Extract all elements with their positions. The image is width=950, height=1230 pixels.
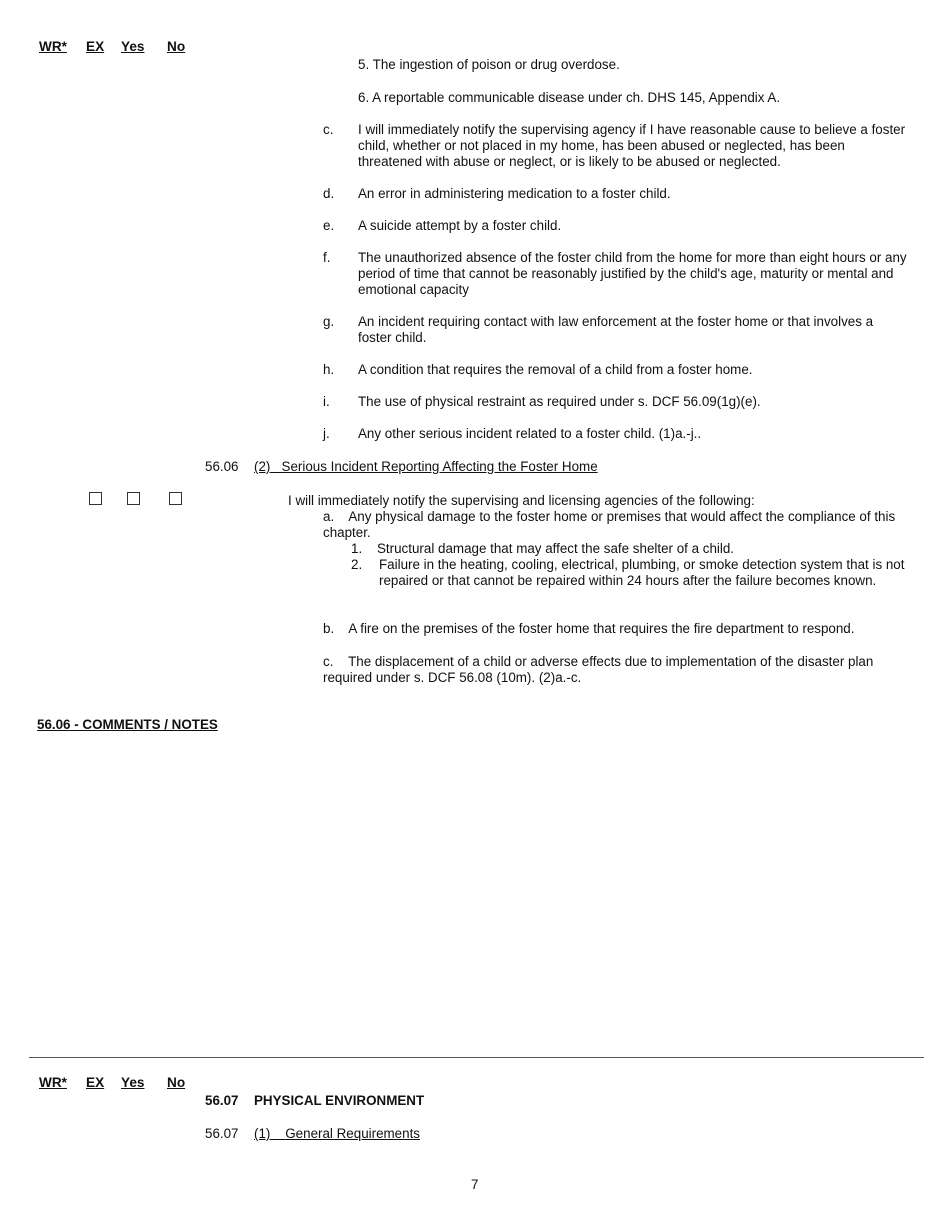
checkbox-ex[interactable] — [89, 492, 102, 505]
section-number: 56.06 — [205, 459, 239, 474]
list-text: I will immediately notify the supervising agency if I have reasonable cause to believe a foster child, whether or not placed in my home, has been abused or neglected, has been threatened with abuse or neglect, or is likely to be abused or neglected. — [358, 122, 906, 169]
list-letter: j. — [323, 426, 330, 441]
list-letter: h. — [323, 362, 335, 377]
subsection-title: Serious Incident Reporting Affecting the Foster Home — [281, 459, 598, 474]
subsection-56-07-number: 56.07 — [205, 1126, 239, 1141]
column-header-ex: EX — [86, 39, 105, 54]
list-letter: f. — [323, 250, 331, 265]
list-text: A suicide attempt by a foster child. — [358, 218, 562, 233]
list-letter: e. — [323, 218, 335, 233]
list-text: An incident requiring contact with law enforcement at the foster home or that involves a foster child. — [358, 314, 874, 345]
subsection-56-07-title — [254, 1126, 420, 1142]
checkbox-yes[interactable] — [127, 492, 140, 505]
list-letter: c. — [323, 654, 334, 669]
subsection-title: General Requirements — [285, 1126, 420, 1141]
list-item-a — [323, 509, 908, 541]
list-text: A condition that requires the removal of a child from a foster home. — [358, 362, 753, 377]
sub-text-content: Failure in the heating, cooling, electrical, plumbing, or smoke detection system that is not repaired or that cannot be repaired within 24 hours after the failure becomes known. — [379, 557, 905, 588]
list-text: Any physical damage to the foster home or premises that would affect the compliance of this chapter. — [323, 509, 896, 540]
section-divider — [29, 1057, 924, 1058]
list-letter: i. — [323, 394, 330, 409]
list-text: Any other serious incident related to a foster child. (1)a.-j.. — [358, 426, 702, 441]
column-header-no: No — [167, 39, 186, 54]
list-letter: d. — [323, 186, 335, 201]
sub-number: 2. — [351, 557, 363, 572]
column-header-no: No — [167, 1075, 186, 1090]
list-item-c2 — [323, 654, 908, 686]
column-header-wr: WR* — [39, 39, 67, 54]
item-6: 6. A reportable communicable disease under ch. DHS 145, Appendix A. — [358, 90, 781, 105]
list-text: An error in administering medication to a foster child. — [358, 186, 671, 201]
list-text: The displacement of a child or adverse effects due to implementation of the disaster plan required under s. DCF 56.08 (10m). (2)a.-c. — [323, 654, 874, 685]
subsection-code: (2) — [254, 459, 271, 474]
list-letter: a. — [323, 509, 335, 524]
sub-text — [377, 557, 908, 589]
subsection-code: (1) — [254, 1126, 271, 1141]
column-header-ex: EX — [86, 1075, 105, 1090]
column-header-yes: Yes — [121, 39, 145, 54]
comments-heading: 56.06 - COMMENTS / NOTES — [37, 717, 218, 732]
list-item-b — [323, 621, 854, 637]
list-letter: c. — [323, 122, 334, 137]
list-text: The unauthorized absence of the foster child from the home for more than eight hours or any period of time that cannot be reasonably justified by the child's age, maturity or mental and emotional capacity — [358, 250, 907, 297]
list-text: The use of physical restraint as required under s. DCF 56.09(1g)(e). — [358, 394, 761, 409]
checkbox-no[interactable] — [169, 492, 182, 505]
list-letter: b. — [323, 621, 335, 636]
section-56-07-number: 56.07 — [205, 1093, 239, 1108]
list-letter: g. — [323, 314, 335, 329]
item-5: 5. The ingestion of poison or drug overdose. — [358, 57, 620, 72]
sub-number: 1. — [351, 541, 363, 556]
section-title — [254, 459, 598, 475]
list-text: A fire on the premises of the foster home that requires the fire department to respond. — [348, 621, 855, 636]
intro-text: I will immediately notify the supervising and licensing agencies of the following: — [288, 493, 755, 508]
column-header-yes: Yes — [121, 1075, 145, 1090]
column-header-wr: WR* — [39, 1075, 67, 1090]
section-56-07-title: PHYSICAL ENVIRONMENT — [254, 1093, 425, 1108]
page-number: 7 — [471, 1177, 479, 1192]
sub-text: Structural damage that may affect the safe shelter of a child. — [377, 541, 735, 556]
